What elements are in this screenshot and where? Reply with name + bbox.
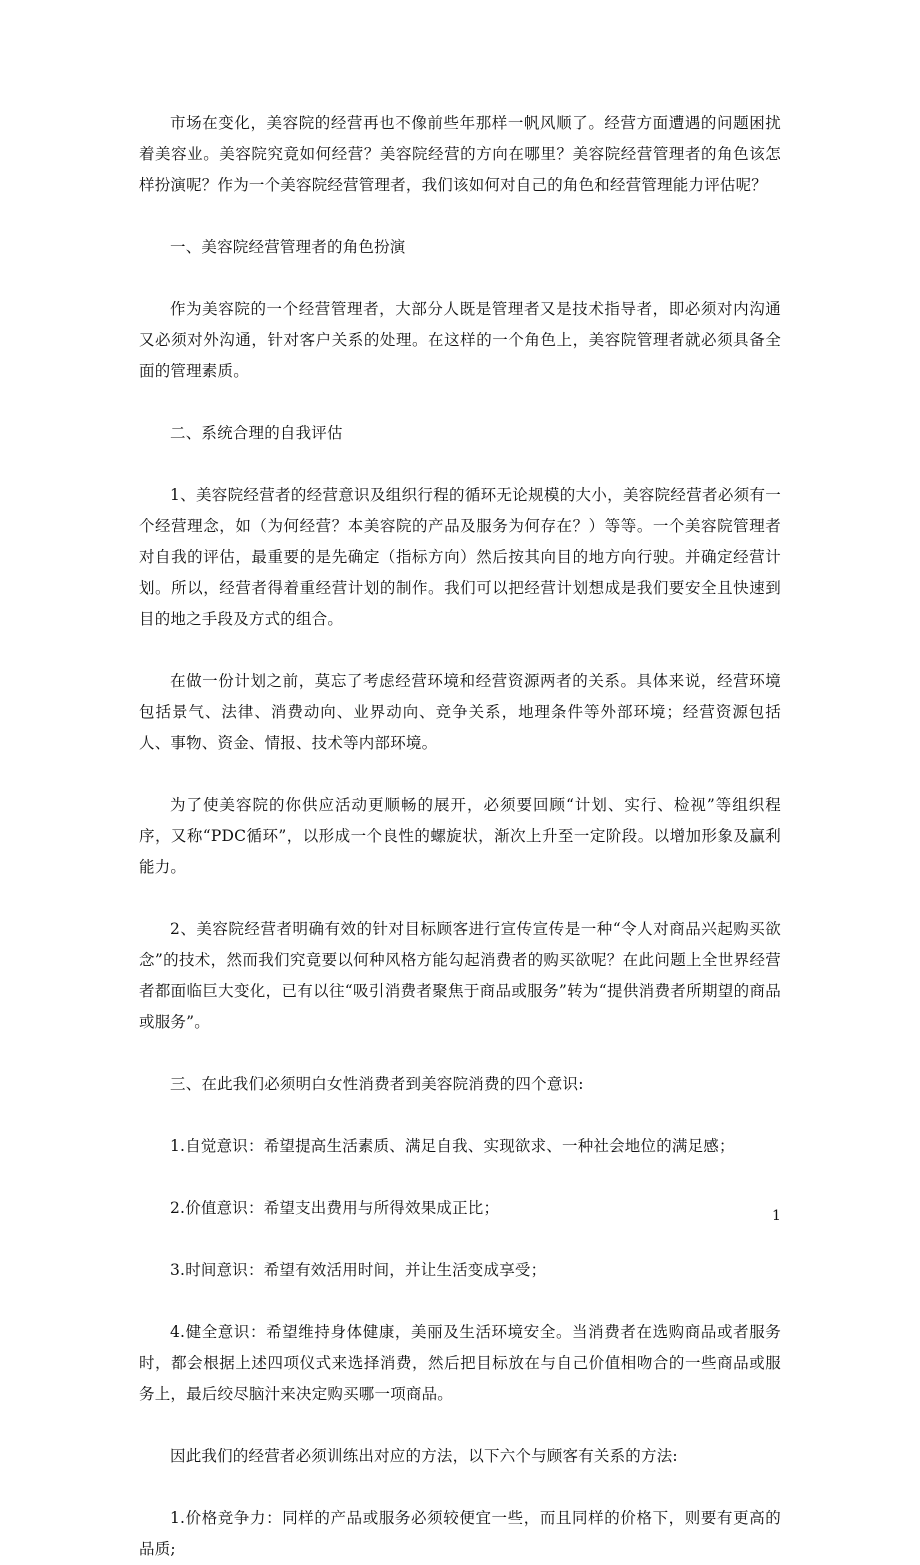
- paragraph-spacer: [139, 201, 781, 232]
- paragraph-spacer: [139, 1162, 781, 1193]
- methods-intro-paragraph: 因此我们的经营者必须训练出对应的方法，以下六个与顾客有关系的方法:: [170, 1447, 678, 1465]
- awareness-item-2: 2.价值意识：希望支出费用与所得效果成正比；: [170, 1199, 500, 1217]
- section-2-paragraph-3: 为了使美容院的你供应活动更顺畅的展开，必须要回顾“计划、实行、检视”等组织程序，又称“PDC循环”，以形成一个良性的螺旋状，渐次上升至一定阶段。以增加形象及赢利能力。: [139, 796, 781, 876]
- paragraph-spacer: [139, 759, 781, 790]
- paragraph-spacer: [139, 1224, 781, 1255]
- paragraph-spacer: [139, 1472, 781, 1503]
- paragraph-spacer: [139, 449, 781, 480]
- paragraph-spacer: [139, 635, 781, 666]
- section-1-paragraph: 作为美容院的一个经营管理者，大部分人既是管理者又是技术指导者，即必须对内沟通又必须对外沟通，针对客户关系的处理。在这样的一个角色上，美容院管理者就必须具备全面的管理素质。: [139, 300, 781, 380]
- paragraph-spacer: [139, 1410, 781, 1441]
- page-number: 1: [772, 1208, 781, 1224]
- method-item-1: 1.价格竞争力：同样的产品或服务必须较便宜一些，而且同样的价格下，则要有更高的品质;: [139, 1509, 781, 1558]
- section-2-paragraph-4: 2、美容院经营者明确有效的针对目标顾客进行宣传宣传是一种“令人对商品兴起购买欲念”的技术，然而我们究竟要以何种风格方能勾起消费者的购买欲呢？在此问题上全世界经营者都面临巨大变化，已有以往“吸引消费者聚焦于商品或服务”转为“提供消费者所期望的商品或服务”。: [139, 920, 781, 1031]
- section-2-paragraph-1: 1、美容院经营者的经营意识及组织行程的循环无论规模的大小，美容院经营者必须有一个经营理念，如（为何经营？本美容院的产品及服务为何存在？）等等。一个美容院管理者对自我的评估，最重要的是先确定（指标方向）然后按其向目的地方向行驶。并确定经营计划。所以，经营者得着重经营计划的制作。我们可以把经营计划想成是我们要安全且快速到目的地之手段及方式的组合。: [139, 486, 781, 628]
- awareness-item-3: 3.时间意识：希望有效活用时间，并让生活变成享受；: [170, 1261, 547, 1279]
- intro-paragraph: 市场在变化，美容院的经营再也不像前些年那样一帆风顺了。经营方面遭遇的问题困扰着美容业。美容院究竟如何经营？美容院经营的方向在哪里？美容院经营管理者的角色该怎样扮演呢？作为一个美容院经营管理者，我们该如何对自己的角色和经营管理能力评估呢？: [139, 114, 781, 194]
- section-2-paragraph-2: 在做一份计划之前，莫忘了考虑经营环境和经营资源两者的关系。具体来说，经营环境包括景气、法律、消费动向、业界动向、竞争关系，地理条件等外部环境；经营资源包括人、事物、资金、情报、技术等内部环境。: [139, 672, 781, 752]
- section-heading-1: 一、美容院经营管理者的角色扮演: [170, 238, 406, 256]
- paragraph-spacer: [139, 263, 781, 294]
- paragraph-spacer: [139, 883, 781, 914]
- section-heading-2: 二、系统合理的自我评估: [170, 424, 343, 442]
- paragraph-spacer: [139, 1038, 781, 1069]
- paragraph-spacer: [139, 1100, 781, 1131]
- document-body: [139, 108, 781, 1565]
- section-heading-3: 三、在此我们必须明白女性消费者到美容院消费的四个意识:: [170, 1075, 584, 1093]
- awareness-item-4: 4.健全意识：希望维持身体健康，美丽及生活环境安全。当消费者在选购商品或者服务时，都会根据上述四项仪式来选择消费，然后把目标放在与自己价值相吻合的一些商品或服务上，最后绞尽脑汁来决定购买哪一项商品。: [139, 1323, 781, 1403]
- awareness-item-1: 1.自觉意识：希望提高生活素质、满足自我、实现欲求、一种社会地位的满足感；: [170, 1137, 735, 1155]
- paragraph-spacer: [139, 387, 781, 418]
